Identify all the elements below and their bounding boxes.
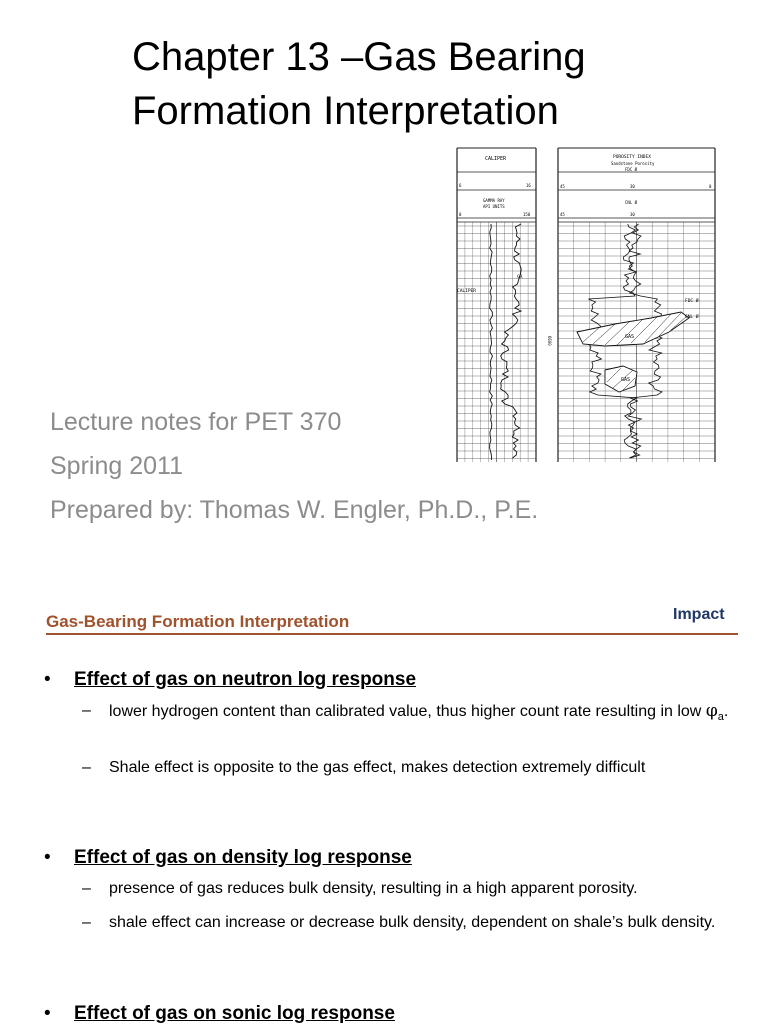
well-log-image <box>455 146 727 464</box>
phi-symbol: φ <box>705 701 718 721</box>
gas-label-lower: GAS <box>621 377 631 383</box>
track1-scale-right: 16 <box>526 183 531 188</box>
dash-marker: – <box>82 880 91 897</box>
phi-trailing: . <box>723 703 729 720</box>
density-item-2-text: shale effect can increase or decrease bulk density, dependent on shale’s bulk density. <box>109 914 716 931</box>
neutron-item-1-text: lower hydrogen content than calibrated value, thus higher count rate resulting in low <box>109 703 706 720</box>
bullet-sonic-heading: Effect of gas on sonic log response <box>74 1003 395 1024</box>
track2-header-2: Sandstone Porosity <box>611 161 655 166</box>
dash-marker: – <box>82 702 91 719</box>
track2-header-1: POROSITY INDEX <box>613 155 651 160</box>
slide-title <box>132 30 692 138</box>
title-line-1: Chapter 13 –Gas Bearing <box>132 35 586 79</box>
bullet-marker: • <box>44 847 51 868</box>
track2-scale-left: 45 <box>560 184 565 189</box>
bullet-density <box>44 847 412 869</box>
phi-subscript: a <box>717 711 724 723</box>
caliper-curve-label: CALIPER <box>457 289 476 294</box>
title-line-2: Formation Interpretation <box>132 89 559 133</box>
well-log-figure <box>455 146 727 464</box>
neutron-item-2 <box>82 757 732 779</box>
dash-marker: – <box>82 759 91 776</box>
bullet-neutron <box>44 669 416 691</box>
bullet-marker: • <box>44 669 51 690</box>
track1-gr-left: 0 <box>459 212 462 217</box>
track1-header: CALIPER <box>485 156 507 162</box>
header-divider <box>46 633 738 635</box>
cnl-curve-label: CNL Ø <box>685 315 699 320</box>
content-slide <box>0 560 768 1024</box>
track1-gr-header-1: GAMMA RAY <box>483 198 505 203</box>
density-item-1 <box>82 878 732 900</box>
track2-scale-right: 0 <box>709 184 712 189</box>
subtitle-term: Spring 2011 <box>50 452 183 480</box>
subtitle-author: Prepared by: Thomas W. Engler, Ph.D., P.E. <box>50 496 539 524</box>
track2-scale-mid: 30 <box>630 184 635 189</box>
gr-curve-label: GR <box>517 275 523 280</box>
bullet-neutron-heading: Effect of gas on neutron log response <box>74 669 417 690</box>
brand-logo-text: Impact <box>673 606 725 623</box>
dash-marker: – <box>82 914 91 931</box>
track1-scale-left: 6 <box>459 183 462 188</box>
subtitle-course: Lecture notes for PET 370 <box>50 408 342 436</box>
track1-gr-header-2: API UNITS <box>483 204 505 209</box>
track1-gr-right: 150 <box>523 212 531 217</box>
track2-scale2-left: 45 <box>560 212 565 217</box>
bullet-sonic <box>44 1003 395 1025</box>
fdc-curve-label: FDC Ø <box>685 299 699 304</box>
slide-header-title: Gas-Bearing Formation Interpretation <box>46 612 350 631</box>
neutron-item-2-text: Shale effect is opposite to the gas effect, makes detection extremely difficult <box>109 759 646 776</box>
neutron-item-1 <box>82 700 732 728</box>
bullet-density-heading: Effect of gas on density log response <box>74 847 412 868</box>
bullet-marker: • <box>44 1003 51 1024</box>
density-item-2 <box>82 912 732 934</box>
track2-fdc: FDC Ø <box>625 167 638 172</box>
gas-label-upper: GAS <box>625 334 635 340</box>
track2-scale2-mid: 30 <box>630 212 635 217</box>
depth-label: 6600 <box>547 336 552 346</box>
track2-cnl: CNL Ø <box>625 200 638 205</box>
density-item-1-text: presence of gas reduces bulk density, resulting in a high apparent porosity. <box>109 880 638 897</box>
